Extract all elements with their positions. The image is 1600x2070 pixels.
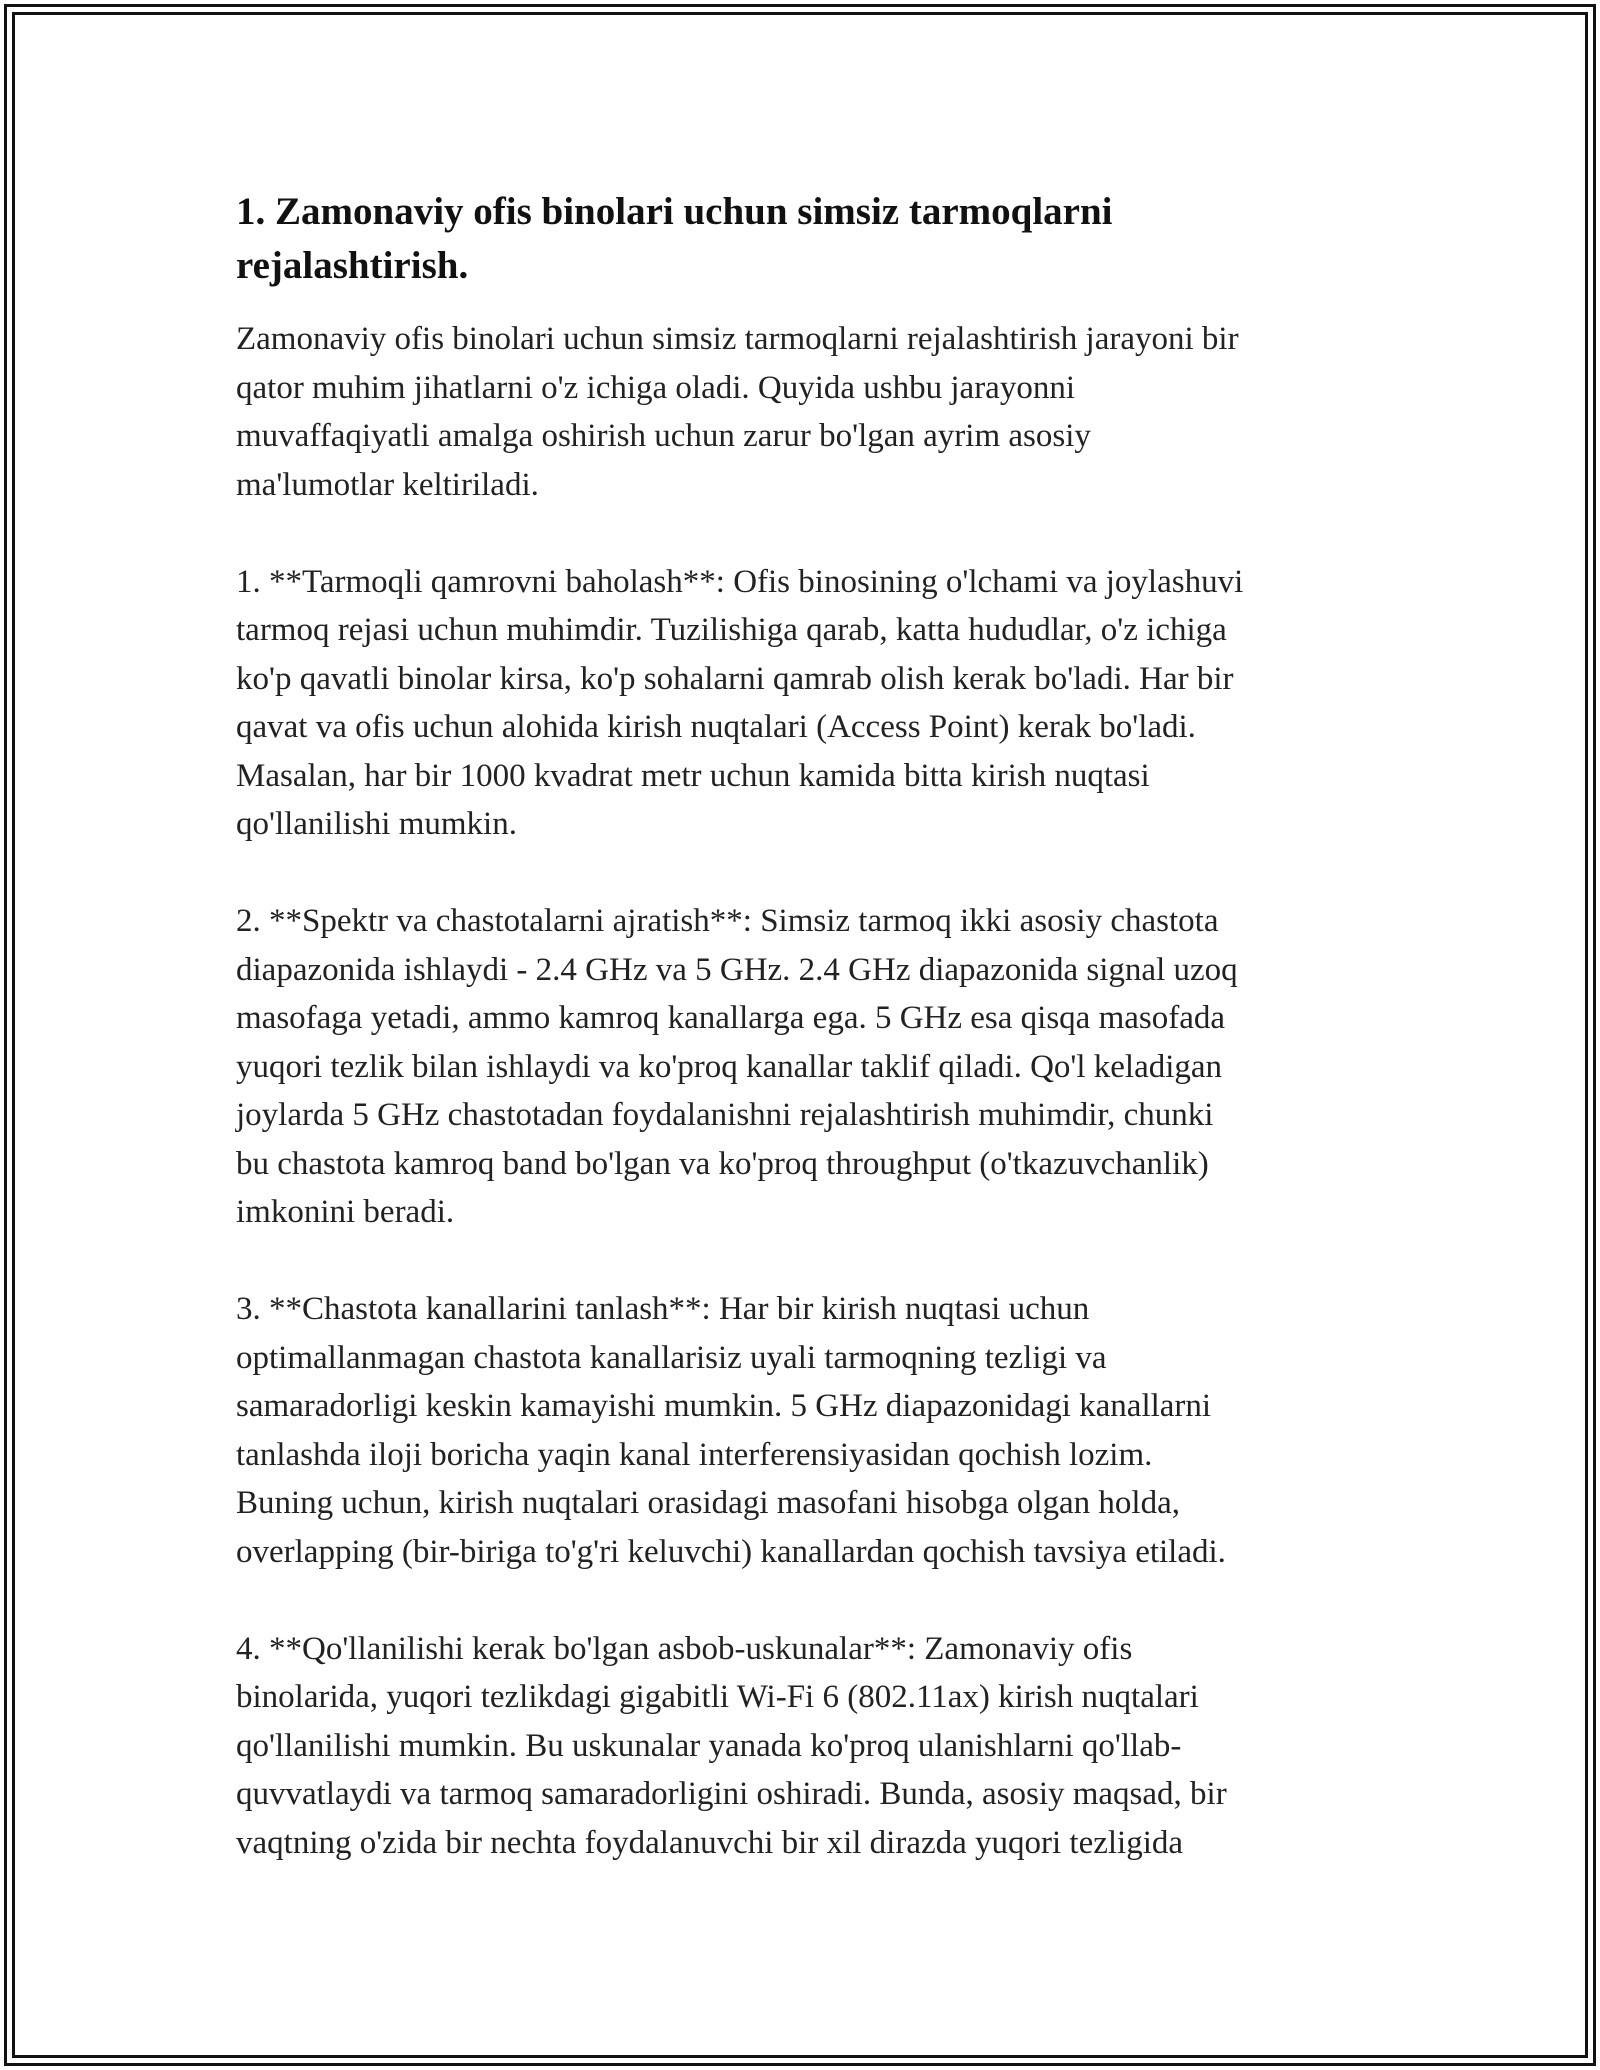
text-line: joylarda 5 GHz chastotadan foydalanishni rejalashtirish muhimdir, chunki [236,1097,1214,1133]
text-line: qo'llanilishi mumkin. [236,806,517,842]
heading-line: 1. Zamonaviy ofis binolari uchun simsiz tarmoqlarni [236,190,1113,233]
text-line: imkonini beradi. [236,1194,455,1230]
paragraph-item-4 [236,1625,1386,1868]
document-body [236,185,1386,1916]
text-line: 4. **Qo'llanilishi kerak bo'lgan asbob-uskunalar**: Zamonaviy ofis [236,1630,1133,1667]
text-line: tanlashda iloji boricha yaqin kanal interferensiyasidan qochish lozim. [236,1436,1153,1473]
text-line: bu chastota kamroq band bo'lgan va ko'proq throughput (o'tkazuvchanlik) [236,1145,1209,1182]
text-line: overlapping (bir-biriga to'g'ri keluvchi) kanallardan qochish tavsiya etiladi. [236,1533,1226,1570]
text-line: ko'p qavatli binolar kirsa, ko'p sohalarni qamrab olish kerak bo'ladi. Har bir [236,660,1234,697]
text-line: Zamonaviy ofis binolari uchun simsiz tarmoqlarni rejalashtirish jarayoni bir [236,321,1239,357]
text-line: masofaga yetadi, ammo kamroq kanallarga ega. 5 GHz esa qisqa masofada [236,1000,1226,1036]
text-line: quvvatlaydi va tarmoq samaradorligini oshiradi. Bunda, asosiy maqsad, bir [236,1776,1227,1812]
text-line: optimallanmagan chastota kanallarisiz uyali tarmoqning tezligi va [236,1339,1107,1376]
text-line: Buning uchun, kirish nuqtalari orasidagi masofani hisobga olgan holda, [236,1485,1180,1521]
text-line: qator muhim jihatlarni o'z ichiga oladi. Quyida ushbu jarayonni [236,369,1076,406]
text-line: yuqori tezlik bilan ishlaydi va ko'proq kanallar taklif qiladi. Qo'l keladigan [236,1048,1223,1085]
text-line: qavat va ofis uchun alohida kirish nuqtalari (Access Point) kerak bo'ladi. [236,709,1196,745]
paragraph-item-2 [236,897,1386,1237]
paragraph-intro [236,315,1386,509]
text-line: 2. **Spektr va chastotalarni ajratish**: Simsiz tarmoq ikki asosiy chastota [236,903,1219,939]
text-line: ma'lumotlar keltiriladi. [236,466,539,503]
text-line: Masalan, har bir 1000 kvadrat metr uchun kamida bitta kirish nuqtasi [236,757,1150,794]
text-line: binolarida, yuqori tezlikdagi gigabitli Wi-Fi 6 (802.11ax) kirish nuqtalari [236,1679,1199,1715]
text-line: qo'llanilishi mumkin. Bu uskunalar yanada ko'proq ulanishlarni qo'llab- [236,1727,1182,1764]
heading-line: rejalashtirish. [236,244,469,287]
text-line: 1. **Tarmoqli qamrovni baholash**: Ofis binosining o'lchami va joylashuvi [236,563,1244,600]
text-line: diapazonida ishlaydi - 2.4 GHz va 5 GHz. 2.4 GHz diapazonida signal uzoq [236,951,1238,988]
document-heading [236,185,1386,293]
text-line: muvaffaqiyatli amalga oshirish uchun zarur bo'lgan ayrim asosiy [236,418,1091,454]
text-line: vaqtning o'zida bir nechta foydalanuvchi bir xil dirazda yuqori tezligida [236,1824,1184,1861]
paragraph-item-1 [236,558,1386,849]
text-line: tarmoq rejasi uchun muhimdir. Tuzilishiga qarab, katta hududlar, o'z ichiga [236,612,1227,648]
text-line: 3. **Chastota kanallarini tanlash**: Har bir kirish nuqtasi uchun [236,1291,1090,1327]
text-line: samaradorligi keskin kamayishi mumkin. 5 GHz diapazonidagi kanallarni [236,1388,1212,1424]
paragraph-item-3 [236,1285,1386,1576]
